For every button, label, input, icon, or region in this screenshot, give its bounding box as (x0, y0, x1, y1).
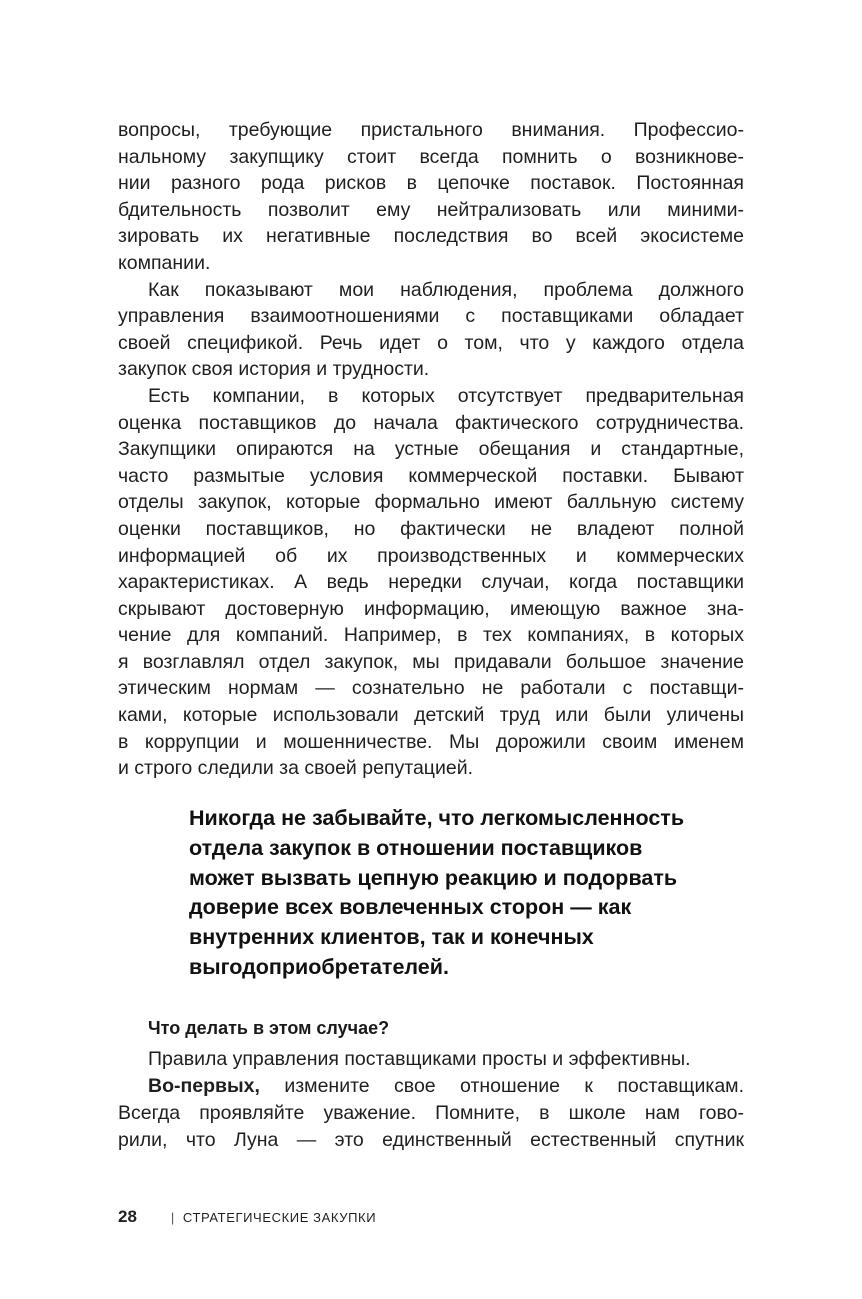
quote-line: внутренних клиентов, так и конечных (189, 925, 594, 950)
text-line: отделы закупок, которые формально имеют балльную систему (118, 491, 744, 514)
quote-line: может вызвать цепную реакцию и подорвать (189, 865, 678, 890)
text-line: оценка поставщиков до начала фактического сотрудничества. (118, 411, 744, 434)
text-line: часто размытые условия коммерческой поставки. Бывают (118, 464, 744, 487)
text-line: оценки поставщиков, но фактически не владеют полной (118, 517, 744, 540)
text-line: управления взаимоотношениями с поставщиками обладает (118, 305, 744, 328)
text-line: Как показывают мои наблюдения, проблема должного (148, 278, 744, 301)
text-line: и строго следили за своей репутацией. (118, 757, 473, 780)
page-footer (118, 1207, 376, 1227)
text-line: Всегда проявляйте уважение. Помните, в школе нам гово- (118, 1102, 744, 1124)
text-line: компании. (118, 251, 211, 274)
text-line: закупок своя история и трудности. (118, 358, 430, 381)
main-text (118, 117, 744, 782)
paragraph-3 (118, 383, 744, 782)
section-heading: Что делать в этом случае? (148, 1018, 390, 1038)
text-line: нии разного рода рисков в цепочке поставок. Постоянная (118, 172, 744, 195)
pull-quote (189, 804, 749, 983)
text-line: Закупщики опираются на устные обещания и стандартные, (118, 438, 744, 461)
text-line: вопросы, требующие пристального внимания. Профессио- (118, 119, 744, 141)
text-line (118, 1073, 744, 1100)
quote-line: Никогда не забывайте, что легкомысленность (189, 806, 685, 830)
text-line: Правила управления поставщиками просты и эффективны. (148, 1048, 691, 1070)
text-line: характеристиках. А ведь нередки случаи, когда поставщики (118, 571, 744, 594)
quote-line: доверие всех вовлеченных сторон — как (189, 895, 632, 920)
text-line: нальному закупщику стоит всегда помнить о возникнове- (118, 145, 744, 168)
footer-separator: | (170, 1210, 175, 1225)
closing-text (118, 1046, 744, 1154)
text-line: Есть компании, в которых отсутствует предварительная (148, 384, 744, 407)
text-line: информацией об их производственных и коммерческих (118, 544, 744, 567)
text-line: я возглавлял отдел закупок, мы придавали большое значение (118, 650, 744, 673)
paragraph-2 (118, 277, 744, 383)
text-line: ками, которые использовали детский труд или были уличены (118, 704, 744, 727)
text-line: своей спецификой. Речь идет о том, что у каждого отдела (118, 331, 744, 354)
page-number: 28 (118, 1207, 137, 1226)
quote-line: отдела закупок в отношении поставщиков (189, 835, 643, 860)
text-line: бдительность позволит ему нейтрализовать или миними- (118, 198, 744, 221)
text-line: этическим нормам — сознательно не работали с поставщи- (118, 677, 744, 700)
text-fragment: измените свое отношение к поставщикам. (259, 1075, 744, 1097)
text-line: чение для компаний. Например, в тех компаниях, в которых (118, 624, 744, 647)
text-line: зировать их негативные последствия во всей экосистеме (118, 225, 744, 248)
text-line: скрывают достоверную информацию, имеющую важное зна- (118, 597, 744, 620)
text-line: рили, что Луна — это единственный естественный спутник (118, 1129, 744, 1151)
text-line: в коррупции и мошенничестве. Мы дорожили своим именем (118, 730, 744, 753)
bold-lead: Во-первых, (148, 1075, 260, 1097)
quote-line: выгодоприобретателей. (189, 954, 449, 979)
paragraph-1 (118, 117, 744, 277)
running-title: СТРАТЕГИЧЕСКИЕ ЗАКУПКИ (182, 1210, 377, 1225)
